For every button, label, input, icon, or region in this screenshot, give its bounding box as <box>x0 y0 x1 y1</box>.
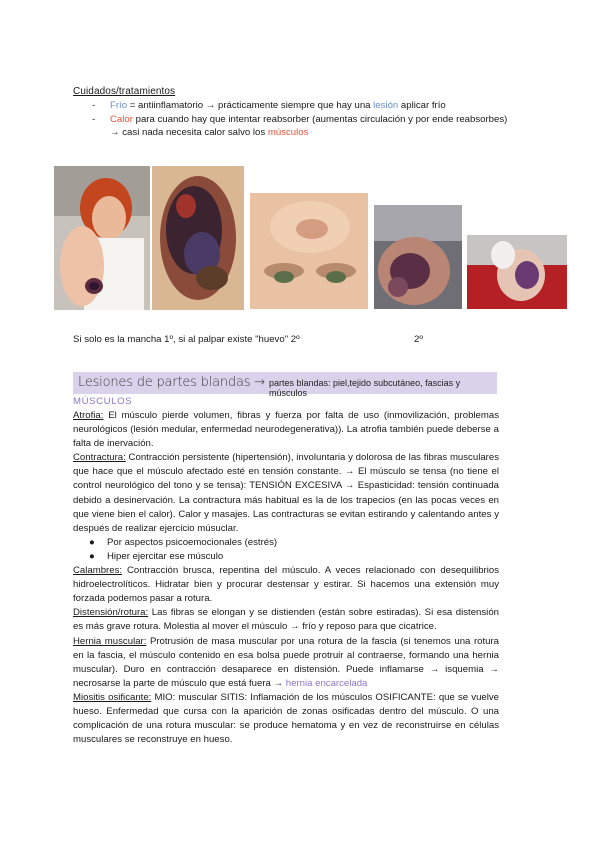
bullet-dot: ● <box>89 550 95 562</box>
distension-term: Distensión/rotura: <box>73 607 149 619</box>
care-item-cold <box>92 99 512 113</box>
muscle-lesions-body <box>73 409 499 747</box>
hernia-paragraph <box>73 635 499 691</box>
skin-hematoma-photo <box>152 166 244 310</box>
bullet-text: Por aspectos psicoemocionales (estrés) <box>107 536 278 548</box>
leg-bruise-photo <box>374 205 462 309</box>
atrofia-paragraph <box>73 409 499 451</box>
distension-text: Las fibras se elongan y se distienden (están sobre estiradas). Si esa distensión es más grave rotura. Molestia al mover el músculo → frío y reposo para que cicatrice. <box>73 607 499 633</box>
section-header <box>73 372 497 398</box>
muscles-highlight: músculos <box>267 127 309 138</box>
contractura-term: Contractura: <box>73 452 126 464</box>
cold-text: = antiinflamatorio → prácticamente siempre que hay una <box>127 100 374 111</box>
lesion-highlight: lesión <box>373 100 399 111</box>
heat-text: para cuando hay que intentar reabsorber (aumentas circulación y por ende reabsorbes) → casi nada necesita calor salvo los <box>110 113 508 138</box>
calambres-text: Contracción brusca, repentina del músculo. A veces relacionado con desequilibrios hidroelectrolíticos. Hidratar bien y procurar destensar y estirar. Si hacemos una extensión muy forzada podemos pasar a rotura. <box>73 565 499 605</box>
bullet-dot: ● <box>89 536 95 548</box>
knee-bruise-photo <box>467 235 567 309</box>
list-item <box>73 550 499 564</box>
caption-second-degree: 2º <box>414 334 423 345</box>
calambres-term: Calambres: <box>73 565 123 577</box>
cold-highlight: Frío <box>110 100 128 111</box>
heat-highlight: Calor <box>110 113 133 125</box>
atrofia-text: El músculo pierde volumen, fibras y fuerza por falta de uso (inmovilización, problemas neurológicos (lesión medular, enfermedad neurodegenerativa)). La atrofia también puede deberse a falta de inervación. <box>73 410 499 450</box>
section-subtitle: partes blandas: piel,tejido subcutáneo, fascias y músculos <box>269 378 461 398</box>
distension-paragraph <box>73 606 499 634</box>
atrofia-term: Atrofia: <box>73 410 104 421</box>
musculos-heading: MÚSCULOS <box>73 396 133 407</box>
hernia-encarcelada-link: hernia encarcelada <box>285 677 368 689</box>
hernia-text: Protrusión de masa muscular por una rotura de la fascia (si tenemos una rotura en la fascia, el músculo contenido en esa bolsa puede protruir al contraerse, formando una hernia muscular). Duro en contracción desaparece en distensión. Puede inflamarse → isquemia → necrosarse la parte de músculo que está fuera → <box>73 635 500 689</box>
list-dash: - <box>92 113 96 125</box>
contractura-text: Contracción persistente (hipertensión), involuntaria y dolorosa de las fibras musculares que hace que el músculo afectado esté en tensión constante. → El músculo se tensa (no tiene el control neurológico del tono y se tensa): TENSIÓN EXCESIVA → Espasticidad: tensión continuada debido a desinervación. La contractura más habitual es la de los trapecios (en las pocas veces en que viene bien el calor). Calor y masajes. Las contracturas se evitan estirando y calentando antes y después de realizar ejercicio músuclar. <box>73 452 499 534</box>
section-title: Lesiones de partes blandas → <box>78 375 265 390</box>
caption-degree: Si solo es la mancha 1º, si al palpar existe "huevo" 2º <box>73 334 300 345</box>
care-item-heat <box>92 113 512 140</box>
list-dash: - <box>92 100 96 111</box>
woman-arm-bruise-photo <box>54 166 150 310</box>
calambres-paragraph <box>73 564 499 606</box>
miositis-paragraph <box>73 691 499 747</box>
bullet-text: Hiper ejercitar ese músculo <box>107 550 224 562</box>
forehead-bump-photo <box>250 193 368 309</box>
miositis-text: MIO: muscular SITIS: Inflamación de los músculos OSIFICANTE: que se vuelve hueso. Enfermedad que cursa con la aparición de zonas osificadas dentro del músculo. O una complicación de una rotura muscular: se produce hematoma y en vez de reconstruirse en células musculares se reconstruye en hueso. <box>73 691 499 746</box>
cold-text-end: aplicar frío <box>398 100 446 111</box>
list-item <box>73 536 499 550</box>
miositis-term: Miositis osificante: <box>73 691 152 703</box>
contractura-paragraph <box>73 451 499 536</box>
care-list <box>92 99 512 140</box>
care-title: Cuidados/tratamientos <box>73 86 176 97</box>
hernia-term: Hernia muscular: <box>73 635 147 647</box>
